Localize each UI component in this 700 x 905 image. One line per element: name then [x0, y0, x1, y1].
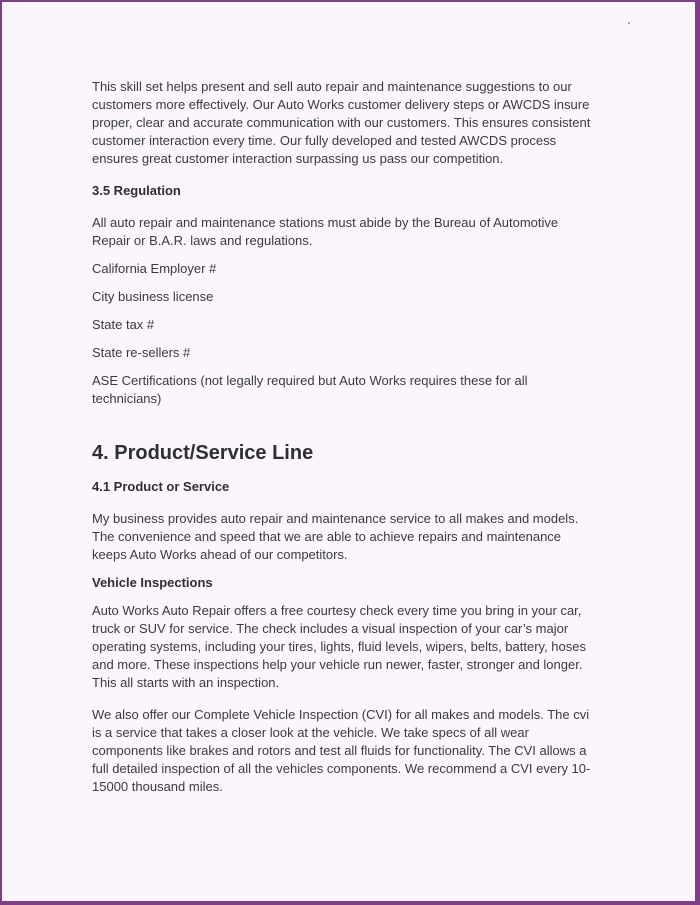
- scanned-page: [2, 2, 695, 901]
- vehicle-inspections-paragraph-1: Auto Works Auto Repair offers a free courtesy check every time you bring in your car, truck or SUV for service. The check includes a visual inspection of your car’s major operating systems, including your tires, lights, fluid levels, wipers, belts, battery, hoses and more. These inspections help your vehicle run newer, faster, stronger and longer. This all starts with an inspection.: [92, 603, 586, 690]
- product-service-heading: 4.1 Product or Service: [92, 479, 230, 494]
- vehicle-inspections-heading: Vehicle Inspections: [92, 575, 213, 590]
- intro-paragraph: This skill set helps present and sell auto repair and maintenance suggestions to our customers more effectively. Our Auto Works customer delivery steps or AWCDS insure proper, clear and accurate communication with our customers. This ensures consistent customer interaction every time. Our fully developed and tested AWCDS process ensures great customer interaction surpassing us pass our competition.: [92, 79, 591, 166]
- regulation-paragraph: All auto repair and maintenance stations must abide by the Bureau of Automotive Repair or B.A.R. laws and regulations.: [92, 215, 559, 248]
- section-title: 4. Product/Service Line: [92, 442, 314, 464]
- scan-speck: [628, 22, 630, 24]
- regulation-heading: 3.5 Regulation: [92, 183, 181, 198]
- document-body: [92, 78, 592, 796]
- regulation-item: ASE Certifications (not legally required but Auto Works requires these for all technicians): [92, 373, 528, 406]
- regulation-item: California Employer #: [92, 261, 217, 276]
- product-service-paragraph: My business provides auto repair and maintenance service to all makes and models. The convenience and speed that we are able to achieve repairs and maintenance keeps Auto Works ahead of our competitors.: [92, 511, 579, 562]
- vehicle-inspections-paragraph-2: We also offer our Complete Vehicle Inspection (CVI) for all makes and models. The cvi is a service that takes a closer look at the vehicle. We take specs of all wear components like brakes and rotors and test all fluids for functionality. The CVI allows a full detailed inspection of all the vehicles components. We recommend a CVI every 10-15000 thousand miles.: [92, 707, 591, 794]
- regulation-item: City business license: [92, 289, 214, 304]
- regulation-item: State re-sellers #: [92, 345, 191, 360]
- regulation-item: State tax #: [92, 317, 155, 332]
